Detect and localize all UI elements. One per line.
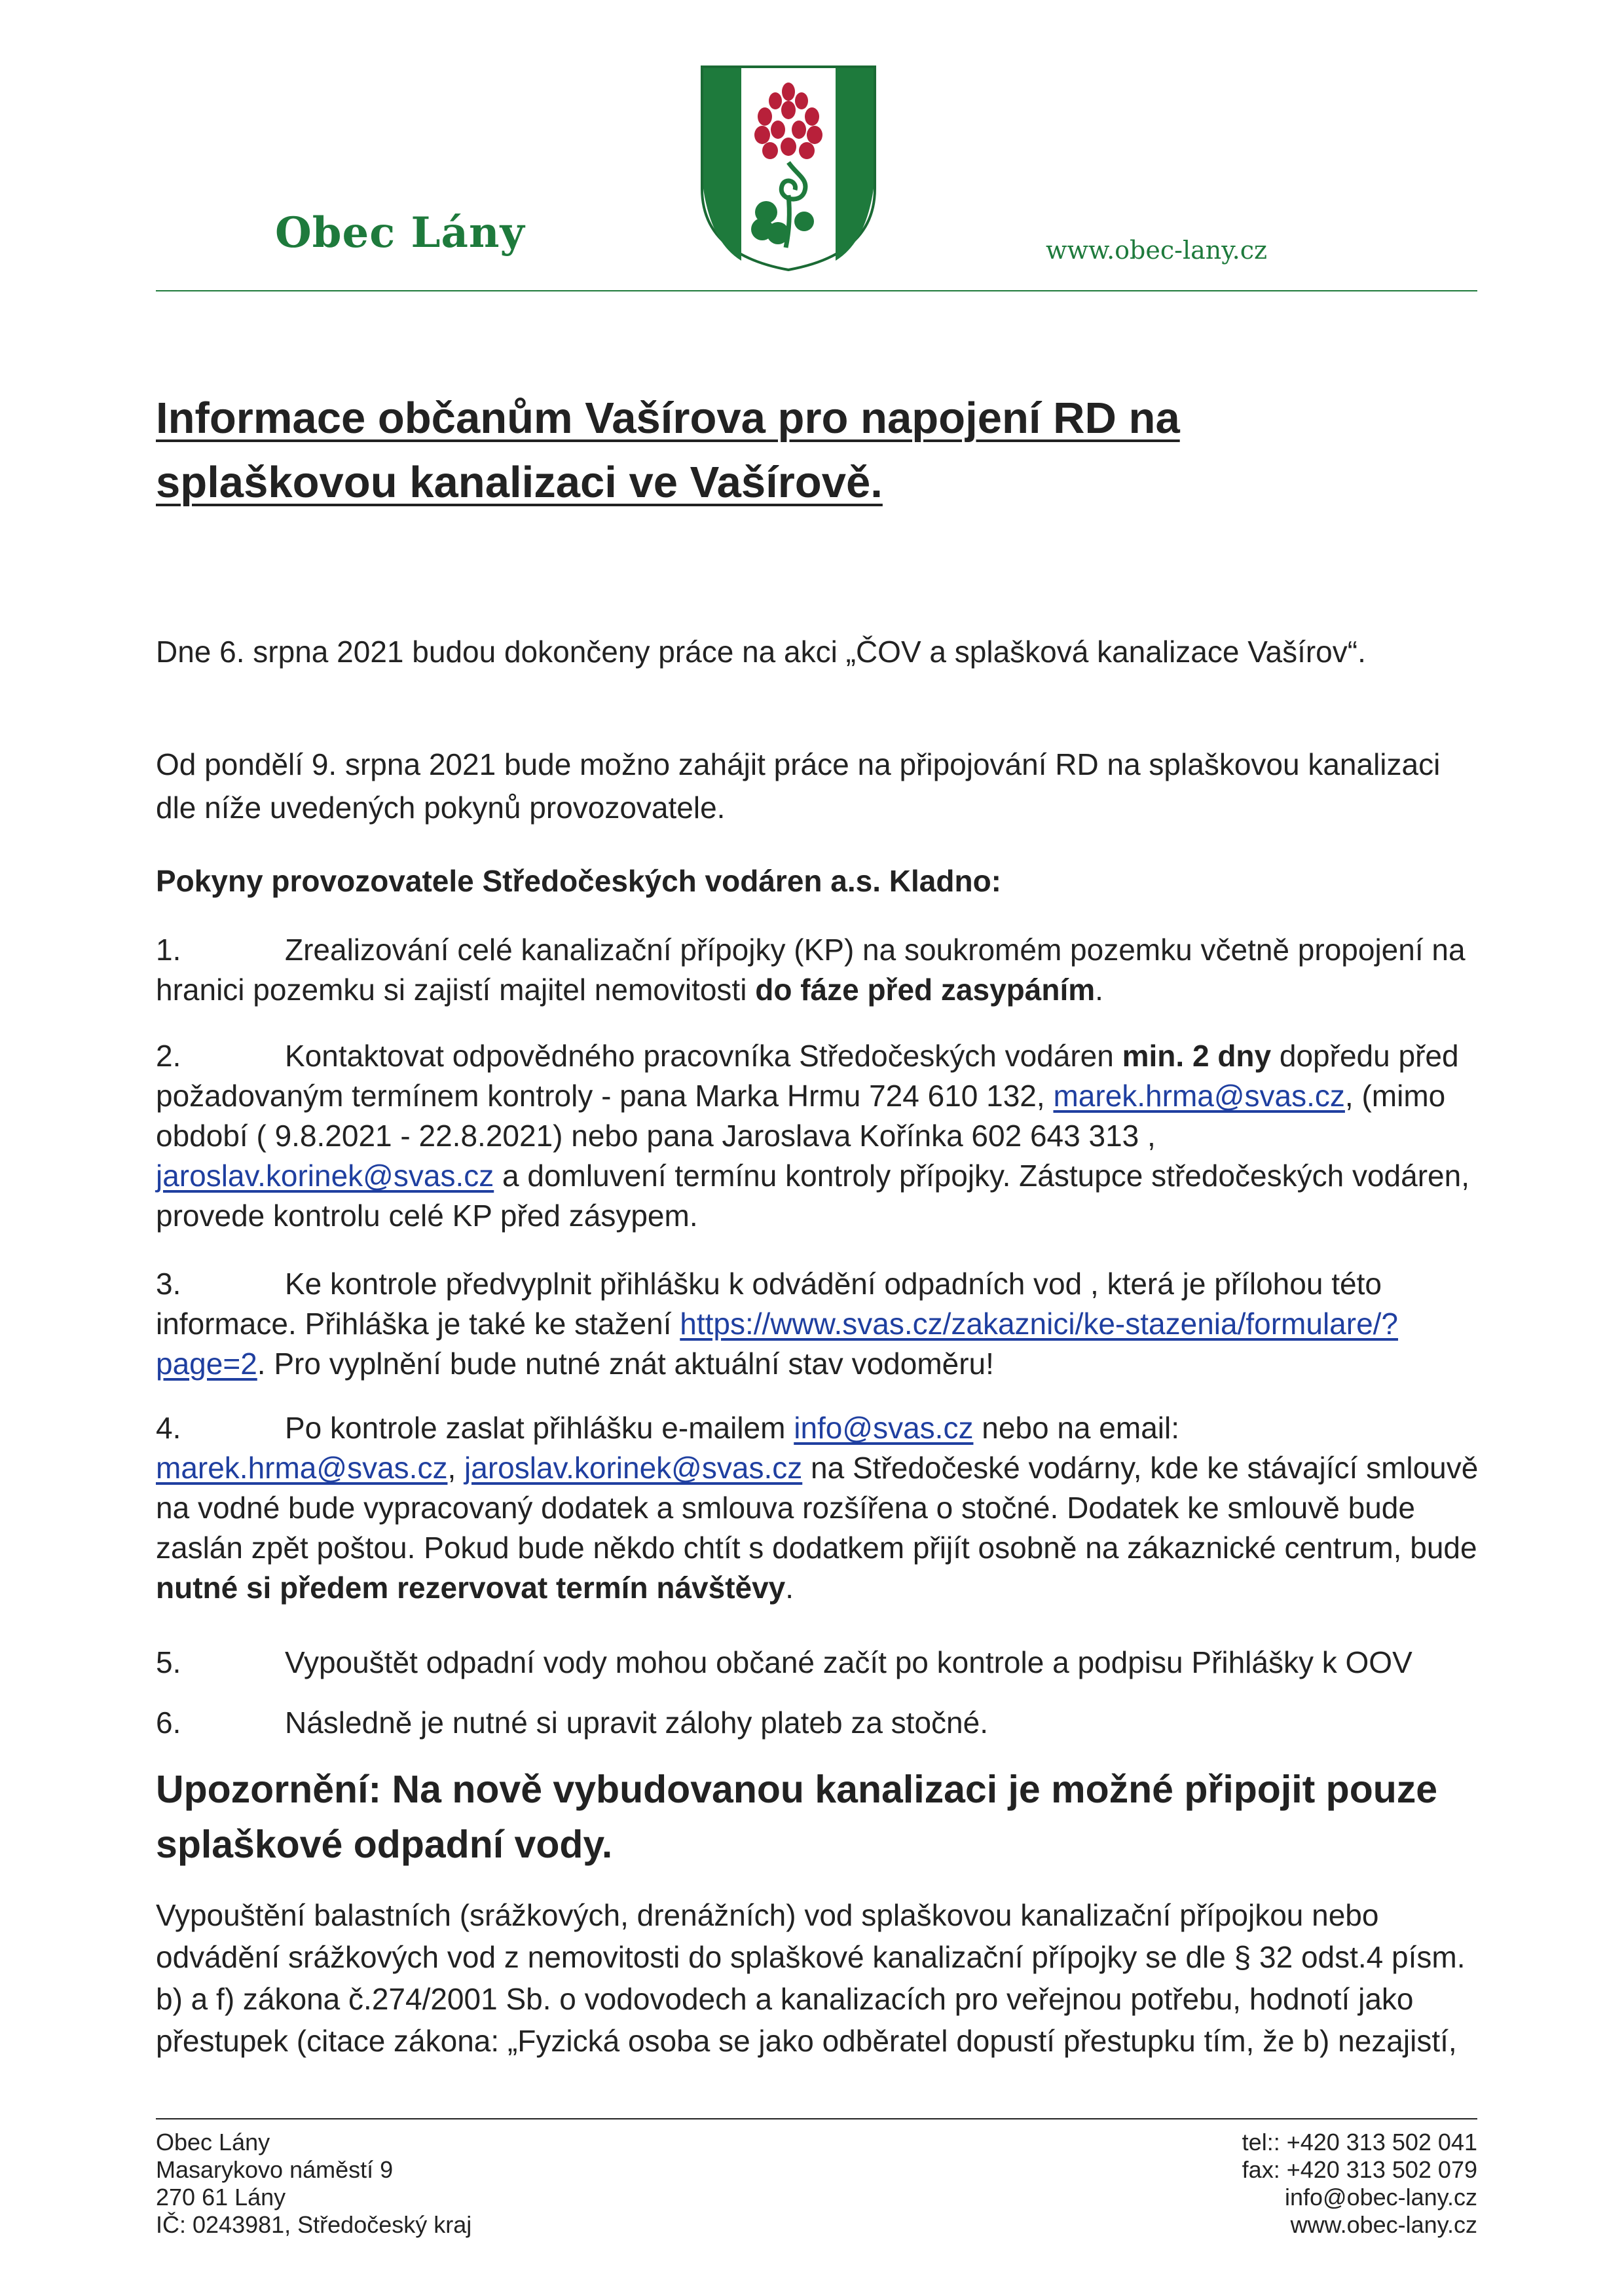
instruction-item-2 [156,1036,1479,1236]
header-divider [156,290,1477,291]
item-number: 2. [156,1039,181,1073]
item-text: . Pro vyplnění bude nutné znát aktuální stav vodoměru! [257,1347,994,1381]
footer-line: 270 61 Lány [156,2184,286,2211]
intro-paragraph-1: Dne 6. srpna 2021 budou dokončeny práce na akci „ČOV a splašková kanalizace Vašírov“. [156,635,1366,669]
instruction-item-5 [156,1643,1479,1683]
item-text: Po kontrole zaslat přihlášku e-mailem [285,1411,794,1445]
email-link-jaroslav-korinek[interactable]: jaroslav.korinek@svas.cz [464,1451,803,1485]
warning-heading: Upozornění: Na nově vybudovanou kanalizaci je možné připojit pouze splaškové odpadní vody. [156,1768,1438,1866]
item-text: Vypouštět odpadní vody mohou občané začít po kontrole a podpisu Přihlášky k OOV [285,1645,1412,1679]
item-number: 6. [156,1706,181,1740]
email-link-marek-hrma[interactable]: marek.hrma@svas.cz [1053,1079,1345,1113]
item-text-end: . [1095,973,1103,1007]
closing-paragraph: Vypouštění balastních (srážkových, drenážních) vod splaškovou kanalizační přípojkou nebo odvádění srážkových vod z nemovitosti do splaškové kanalizační přípojky se dle § 32 odst.4 písm. b) a f) zákona č.274/2001 Sb. o vodovodech a kanalizacích pro veřejnou potřebu, hodnotí jako přestupek (citace zákona: „Fyzická osoba se jako odběratel dopustí přestupku tím, že b) nezajistí, [156,1898,1466,2058]
item-number: 1. [156,933,181,967]
footer-email[interactable]: info@obec-lany.cz [1284,2184,1477,2211]
document-title: Informace občanům Vašírova pro napojení RD na splaškovou kanalizaci ve Vašírově. [156,394,1180,507]
footer-line: Masarykovo náměstí 9 [156,2156,394,2183]
footer-fax: fax: +420 313 502 079 [1242,2156,1477,2183]
item-text: Kontaktovat odpovědného pracovníka Středočeských vodáren [285,1039,1122,1073]
footer-divider [156,2118,1477,2119]
instruction-item-4 [156,1408,1479,1608]
footer-address [156,2129,471,2239]
item-text: a domluvení termínu kontroly přípojky. Zástupce středočeských vodáren, provede kontrolu celé KP před zásypem. [156,1159,1469,1233]
item-text: Následně je nutné si upravit zálohy plateb za stočné. [285,1706,988,1740]
email-link-info-svas[interactable]: info@svas.cz [794,1411,974,1445]
item-text: Ke kontrole předvyplnit přihlášku k odvádění odpadních vod , která je přílohou této informace. Přihláška je také ke stažení [156,1267,1382,1341]
item-text: , [447,1451,465,1485]
item-text: dopředu před požadovaným termínem kontroly - pana Marka Hrmu 724 610 132, [156,1039,1459,1113]
email-link-marek-hrma[interactable]: marek.hrma@svas.cz [156,1451,448,1485]
item-number: 5. [156,1645,181,1679]
intro-paragraph-2: Od pondělí 9. srpna 2021 bude možno zahájit práce na připojování RD na splaškovou kanalizaci dle níže uvedených pokynů provozovatele. [156,747,1441,825]
item-text: , (mimo období ( 9.8.2021 - 22.8.2021) nebo pana Jaroslava Kořínka 602 643 313 , [156,1079,1446,1153]
item-number: 3. [156,1267,181,1301]
footer-line: Obec Lány [156,2129,270,2155]
item-text-end: . [785,1571,794,1605]
item-number: 4. [156,1411,181,1445]
website-link[interactable]: www.obec-lany.cz [1046,236,1268,265]
instruction-item-1 [156,930,1479,1010]
instruction-item-6 [156,1703,1479,1743]
item-text: Zrealizování celé kanalizační přípojky (KP) na soukromém pozemku včetně propojení na hranici pozemku si zajistí majitel nemovitosti [156,933,1466,1007]
instruction-item-3 [156,1264,1479,1384]
item-text: nebo na email: [973,1411,1179,1445]
email-link-jaroslav-korinek[interactable]: jaroslav.korinek@svas.cz [156,1159,494,1193]
item-emphasis: do fáze před zasypáním [755,973,1096,1007]
footer-website[interactable]: www.obec-lany.cz [1290,2211,1477,2238]
instructions-heading: Pokyny provozovatele Středočeských vodáren a.s. Kladno: [156,864,1001,898]
item-text: na Středočeské vodárny, kde ke stávající smlouvě na vodné bude vypracovaný dodatek a smlouva rozšířena o stočné. Dodatek ke smlouvě bude zaslán zpět poštou. Pokud bude někdo chtít s dodatkem přijít osobně na zákaznické centrum, bude [156,1451,1479,1565]
footer-contacts [1179,2129,1477,2239]
footer-phone: tel:: +420 313 502 041 [1242,2129,1477,2155]
coat-of-arms-logo [699,64,877,272]
item-emphasis: nutné si předem rezervovat termín návštěvy [156,1571,786,1605]
form-download-link[interactable]: https://www.svas.cz/zakaznici/ke-stazenia/formulare/?page=2 [156,1307,1399,1381]
item-emphasis: min. 2 dny [1122,1039,1272,1073]
municipality-name: Obec Lány [275,208,525,257]
footer-line: IČ: 0243981, Středočeský kraj [156,2211,472,2238]
